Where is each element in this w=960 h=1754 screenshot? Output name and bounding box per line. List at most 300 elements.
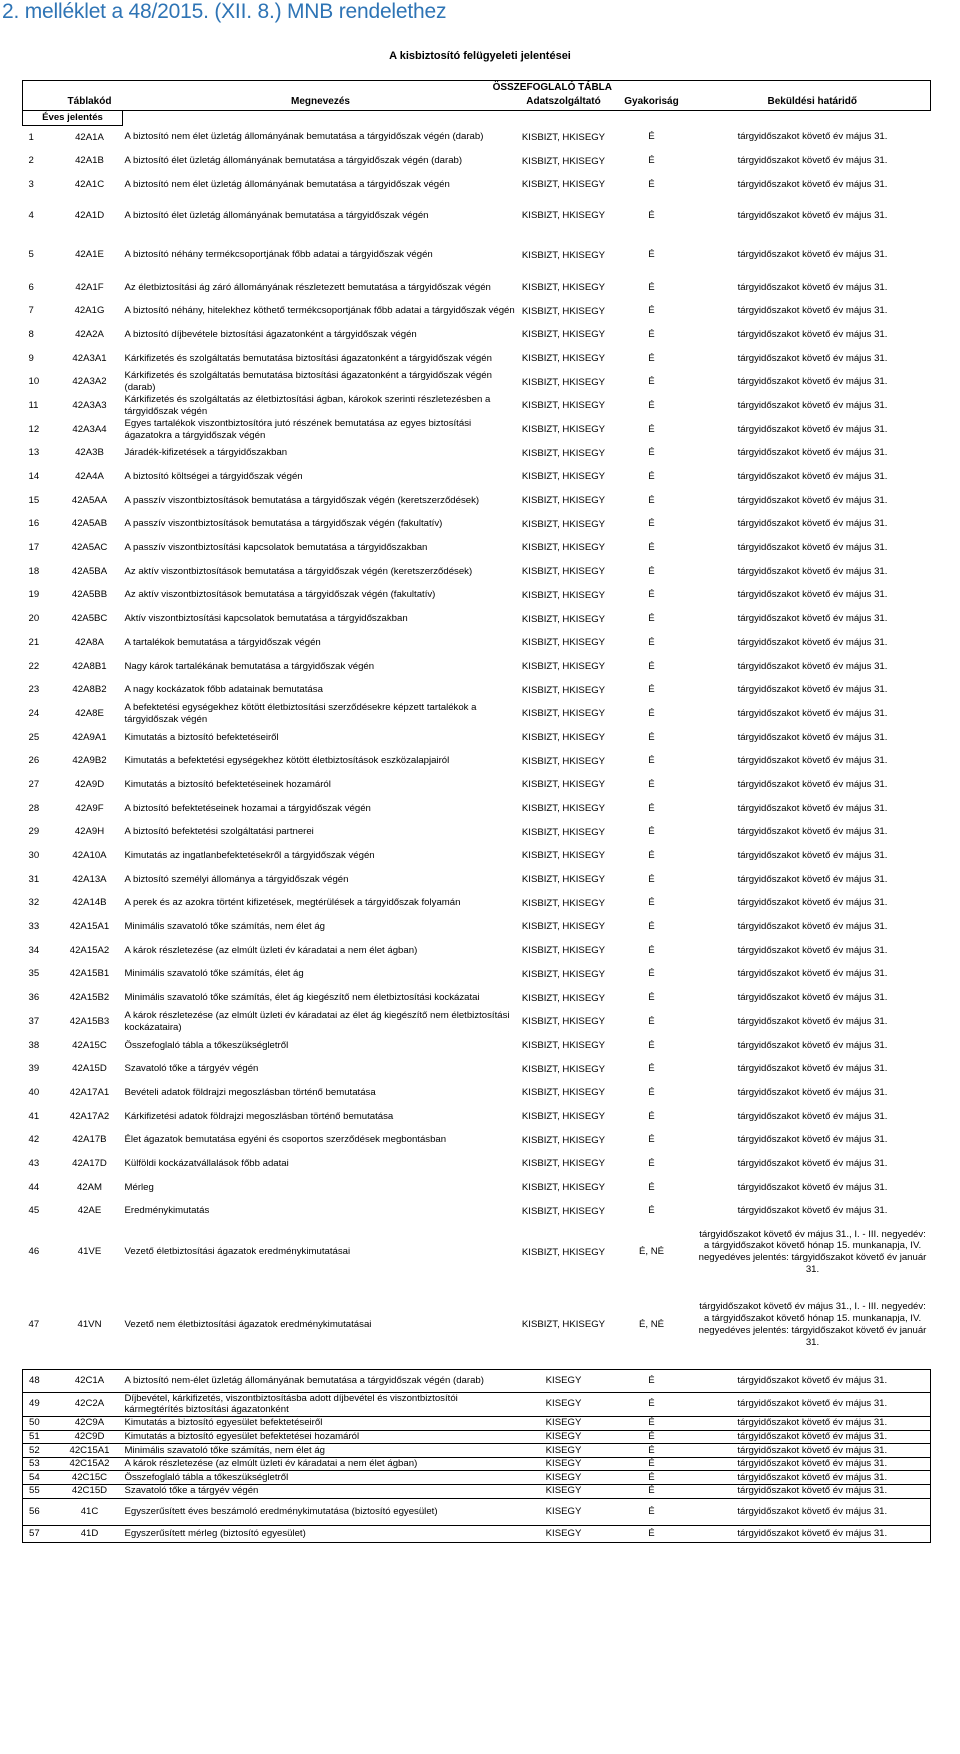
row-number: 39 bbox=[28, 1063, 40, 1075]
row-number: 26 bbox=[28, 755, 40, 767]
table-row bbox=[23, 1457, 931, 1471]
row-deadline: tárgyidőszakot követő év május 31. bbox=[737, 565, 888, 577]
row-provider: KISBIZT, HKISEGY bbox=[521, 376, 606, 388]
row-provider: KISBIZT, HKISEGY bbox=[521, 826, 606, 838]
row-provider: KISEGY bbox=[545, 1471, 582, 1483]
row-name: Nagy károk tartalékának bemutatása a tárgyidőszak végén bbox=[124, 660, 375, 672]
row-frequency: É bbox=[648, 850, 655, 862]
table-code: 42A10A bbox=[72, 850, 107, 862]
table-row bbox=[23, 323, 931, 347]
table-code: 42A1F bbox=[75, 281, 104, 293]
row-provider: KISBIZT, HKISEGY bbox=[521, 897, 606, 909]
row-name: A biztosító díjbevétele biztosítási ágazatonként a tárgyidőszak végén bbox=[124, 328, 417, 340]
row-number: 5 bbox=[28, 249, 34, 261]
row-name: A biztosító nem élet üzletág állományának bemutatása a tárgyidőszak végén (darab) bbox=[124, 131, 484, 143]
row-name: A perek és az azokra történt kifizetések, megtérülések a tárgyidőszak folyamán bbox=[124, 897, 461, 909]
table-row bbox=[23, 891, 931, 915]
row-deadline: tárgyidőszakot követő év május 31., I. - III. negyedév: a tárgyidőszakot követő hónap 15. munkanapja, IV. negyedéves jelentés: tárgyidőszakot követő év január 31. bbox=[698, 1228, 927, 1275]
row-frequency: É bbox=[648, 731, 655, 743]
row-deadline: tárgyidőszakot követő év május 31. bbox=[695, 1392, 931, 1416]
table-code: 42A5BA bbox=[71, 565, 108, 577]
row-frequency: É bbox=[648, 1398, 655, 1410]
row-deadline: tárgyidőszakot követő év május 31. bbox=[737, 447, 888, 459]
col-header-provider: Adatszolgáltató bbox=[519, 95, 609, 111]
row-provider: KISBIZT, HKISEGY bbox=[521, 424, 606, 436]
table-code: 42A17A1 bbox=[69, 1086, 110, 1098]
row-deadline: tárgyidőszakot követő év május 31. bbox=[695, 1498, 931, 1525]
row-frequency: É bbox=[648, 542, 655, 554]
row-deadline: tárgyidőszakot követő év május 31. bbox=[737, 399, 888, 411]
row-deadline: tárgyidőszakot követő év május 31. bbox=[737, 826, 888, 838]
row-number: 49 bbox=[23, 1392, 57, 1416]
table-row bbox=[23, 749, 931, 773]
row-name: A károk részletezése (az elmúlt üzleti év káradatai az élet ág kiegészítő nem életbiztosítási kockázataira) bbox=[124, 1010, 510, 1033]
table-row bbox=[23, 1369, 931, 1392]
table-code: 42A9D bbox=[74, 778, 105, 790]
row-frequency: É bbox=[648, 707, 655, 719]
row-name: Kárkifizetési adatok földrajzi megoszlásban történő bemutatása bbox=[124, 1110, 394, 1122]
table-row bbox=[23, 126, 931, 150]
table-code: 42A15A1 bbox=[69, 921, 110, 933]
table-row bbox=[23, 1484, 931, 1498]
table-row bbox=[23, 197, 931, 235]
row-deadline: tárgyidőszakot követő év május 31. bbox=[737, 1134, 888, 1146]
table-row bbox=[23, 702, 931, 726]
row-deadline: tárgyidőszakot követő év május 31., I. - III. negyedév: a tárgyidőszakot követő hónap 15. munkanapja, IV. negyedéves jelentés: tárgyidőszakot követő év január 31. bbox=[698, 1301, 927, 1348]
table-row bbox=[23, 347, 931, 371]
row-provider: KISBIZT, HKISEGY bbox=[521, 637, 606, 649]
row-provider: KISEGY bbox=[545, 1398, 582, 1410]
table-row bbox=[23, 963, 931, 987]
row-name: Vezető életbiztosítási ágazatok eredménykimutatásai bbox=[124, 1246, 351, 1258]
table-code: 42C15D bbox=[71, 1485, 108, 1497]
row-frequency: É bbox=[648, 494, 655, 506]
table-row bbox=[23, 655, 931, 679]
table-row bbox=[23, 1498, 931, 1525]
row-name: Kárkifizetés és szolgáltatás az életbiztosítási ágban, károkok szerinti részletezésben a tárgyidőszak végén bbox=[124, 394, 491, 417]
table-row bbox=[23, 299, 931, 323]
row-deadline: tárgyidőszakot követő év május 31. bbox=[695, 1369, 931, 1392]
row-deadline: tárgyidőszakot követő év május 31. bbox=[737, 589, 888, 601]
row-number: 40 bbox=[28, 1086, 40, 1098]
table-code: 42A8A bbox=[75, 636, 104, 648]
table-row bbox=[23, 868, 931, 892]
row-frequency: É bbox=[648, 209, 655, 221]
table-code: 42A9F bbox=[75, 802, 104, 814]
page-heading: 2. melléklet a 48/2015. (XII. 8.) MNB rendelethez bbox=[2, 0, 447, 23]
row-provider: KISBIZT, HKISEGY bbox=[521, 1087, 606, 1099]
row-provider: KISBIZT, HKISEGY bbox=[521, 131, 606, 143]
table-code: 42C9A bbox=[74, 1417, 105, 1429]
row-deadline: tárgyidőszakot követő év május 31. bbox=[737, 1039, 888, 1051]
table-row bbox=[23, 1471, 931, 1485]
row-number: 12 bbox=[28, 423, 40, 435]
row-name: A passzív viszontbiztosítási kapcsolatok bemutatása a tárgyidőszakban bbox=[124, 542, 428, 554]
row-number: 42 bbox=[28, 1134, 40, 1146]
row-deadline: tárgyidőszakot követő év május 31. bbox=[695, 1525, 931, 1542]
row-frequency: É bbox=[648, 873, 655, 885]
report-table-body bbox=[23, 126, 931, 1543]
table-row bbox=[23, 584, 931, 608]
row-name: A passzív viszontbiztosítások bemutatása a tárgyidőszak végén (fakultatív) bbox=[124, 518, 443, 530]
row-name: A biztosító élet üzletág állományának bemutatása a tárgyidőszak végén bbox=[124, 209, 429, 221]
row-name: Vezető nem életbiztosítási ágazatok eredménykimutatásai bbox=[124, 1318, 372, 1330]
row-deadline: tárgyidőszakot követő év május 31. bbox=[737, 178, 888, 190]
row-name: Kimutatás az ingatlanbefektetésekről a tárgyidőszak végén bbox=[124, 850, 375, 862]
row-number: 18 bbox=[28, 565, 40, 577]
row-frequency: É bbox=[648, 636, 655, 648]
row-number: 21 bbox=[28, 636, 40, 648]
row-provider: KISEGY bbox=[545, 1431, 582, 1442]
row-number: 57 bbox=[23, 1525, 57, 1542]
table-code: 42A17A2 bbox=[69, 1110, 110, 1122]
table-code: 42A4A bbox=[75, 471, 104, 483]
row-deadline: tárgyidőszakot követő év május 31. bbox=[737, 921, 888, 933]
row-provider: KISBIZT, HKISEGY bbox=[521, 518, 606, 530]
row-frequency: É bbox=[648, 921, 655, 933]
row-deadline: tárgyidőszakot követő év május 31. bbox=[737, 660, 888, 672]
row-number: 16 bbox=[28, 518, 40, 530]
row-name: Díjbevétel, kárkifizetés, viszontbiztosításba adott díjbevétel és viszontbiztosítói kármegtérítés biztosítási ágazatonként bbox=[124, 1392, 458, 1416]
row-provider: KISEGY bbox=[545, 1527, 582, 1539]
table-code: 42A17D bbox=[72, 1157, 107, 1169]
row-deadline: tárgyidőszakot követő év május 31. bbox=[695, 1444, 931, 1458]
row-frequency: É bbox=[648, 684, 655, 696]
row-provider: KISBIZT, HKISEGY bbox=[521, 945, 606, 957]
table-row bbox=[23, 235, 931, 276]
row-number: 19 bbox=[28, 589, 40, 601]
row-frequency: É bbox=[648, 328, 655, 340]
row-provider: KISBIZT, HKISEGY bbox=[521, 850, 606, 862]
row-number: 15 bbox=[28, 494, 40, 506]
row-provider: KISBIZT, HKISEGY bbox=[521, 1205, 606, 1217]
table-code: 41C bbox=[80, 1505, 99, 1517]
row-provider: KISBIZT, HKISEGY bbox=[521, 613, 606, 625]
row-provider: KISEGY bbox=[545, 1458, 582, 1470]
row-frequency: É bbox=[648, 1444, 655, 1456]
row-number: 24 bbox=[28, 707, 40, 719]
table-code: 42C9D bbox=[74, 1431, 105, 1442]
row-number: 36 bbox=[28, 992, 40, 1004]
row-number: 29 bbox=[28, 826, 40, 838]
row-name: Mérleg bbox=[124, 1181, 154, 1193]
row-deadline: tárgyidőszakot követő év május 31. bbox=[695, 1457, 931, 1471]
row-provider: KISBIZT, HKISEGY bbox=[521, 992, 606, 1004]
row-name: A befektetési egységekhez kötött életbiztosítási szerződésekre képzett tartalékok a tárgyidőszak végén bbox=[124, 702, 477, 725]
table-code: 42A5AB bbox=[71, 518, 108, 530]
row-name: Minimális szavatoló tőke számítás, élet ág bbox=[124, 968, 304, 980]
table-code: 42A15A2 bbox=[69, 944, 110, 956]
table-row bbox=[23, 1152, 931, 1176]
row-provider: KISBIZT, HKISEGY bbox=[521, 249, 606, 261]
table-row bbox=[23, 631, 931, 655]
row-number: 6 bbox=[28, 281, 34, 293]
row-frequency: É bbox=[648, 1431, 655, 1442]
row-name: Kimutatás a biztosító egyesület befektetéseiről bbox=[124, 1417, 323, 1429]
row-frequency: É bbox=[648, 968, 655, 980]
row-provider: KISBIZT, HKISEGY bbox=[521, 755, 606, 767]
table-row bbox=[23, 1057, 931, 1081]
row-frequency: É bbox=[648, 992, 655, 1004]
row-deadline: tárgyidőszakot követő év május 31. bbox=[737, 873, 888, 885]
row-frequency: É bbox=[648, 897, 655, 909]
row-provider: KISBIZT, HKISEGY bbox=[521, 1110, 606, 1122]
row-name: Kimutatás a biztosító befektetéseiről bbox=[124, 731, 279, 743]
table-code: 42A5AC bbox=[71, 542, 108, 554]
table-code: 41VN bbox=[77, 1318, 102, 1330]
row-number: 25 bbox=[28, 731, 40, 743]
row-frequency: É bbox=[648, 471, 655, 483]
row-provider: KISBIZT, HKISEGY bbox=[521, 684, 606, 696]
row-frequency: É bbox=[648, 1157, 655, 1169]
table-code: 42AM bbox=[76, 1181, 103, 1193]
row-number: 34 bbox=[28, 944, 40, 956]
row-deadline: tárgyidőszakot követő év május 31. bbox=[737, 1181, 888, 1193]
table-row bbox=[23, 536, 931, 560]
col-header-deadline: Beküldési határidő bbox=[695, 95, 931, 111]
row-provider: KISBIZT, HKISEGY bbox=[521, 1039, 606, 1051]
row-number: 11 bbox=[28, 399, 39, 411]
row-name: Egyszerűsített mérleg (biztosító egyesület) bbox=[124, 1527, 306, 1539]
table-row bbox=[23, 1444, 931, 1458]
row-provider: KISEGY bbox=[545, 1374, 582, 1386]
table-row bbox=[23, 418, 931, 442]
row-number: 22 bbox=[28, 660, 40, 672]
table-code: 42A3A3 bbox=[72, 399, 107, 411]
table-code: 42A15C bbox=[72, 1039, 107, 1051]
row-name: A biztosító költségei a tárgyidőszak végén bbox=[124, 471, 303, 483]
row-deadline: tárgyidőszakot követő év május 31. bbox=[737, 613, 888, 625]
row-provider: KISBIZT, HKISEGY bbox=[521, 179, 606, 191]
row-number: 54 bbox=[23, 1471, 57, 1485]
table-row bbox=[23, 915, 931, 939]
row-frequency: É bbox=[648, 249, 655, 261]
row-frequency: É bbox=[648, 1471, 655, 1483]
table-code: 42AE bbox=[77, 1205, 102, 1217]
table-code: 42A1G bbox=[74, 305, 105, 317]
row-provider: KISBIZT, HKISEGY bbox=[521, 210, 606, 222]
row-provider: KISBIZT, HKISEGY bbox=[521, 471, 606, 483]
row-name: Az életbiztosítási ág záró állományának részletezett bemutatása a tárgyidőszak végén bbox=[124, 281, 491, 293]
row-frequency: É bbox=[648, 1063, 655, 1075]
row-provider: KISBIZT, HKISEGY bbox=[521, 660, 606, 672]
row-frequency: É bbox=[648, 131, 655, 143]
row-number: 46 bbox=[28, 1246, 40, 1258]
row-deadline: tárgyidőszakot követő év május 31. bbox=[737, 636, 888, 648]
table-code: 42A15B1 bbox=[69, 968, 110, 980]
row-name: A biztosító befektetéseinek hozamai a tárgyidőszak végén bbox=[124, 802, 371, 814]
row-deadline: tárgyidőszakot követő év május 31. bbox=[737, 850, 888, 862]
row-number: 31 bbox=[28, 873, 40, 885]
table-row bbox=[23, 1128, 931, 1152]
table-row bbox=[23, 939, 931, 963]
row-number: 55 bbox=[23, 1484, 57, 1498]
row-deadline: tárgyidőszakot követő év május 31. bbox=[737, 471, 888, 483]
row-name: Minimális szavatoló tőke számítás, nem élet ág bbox=[124, 921, 325, 933]
row-frequency: É bbox=[648, 305, 655, 317]
row-provider: KISBIZT, HKISEGY bbox=[521, 281, 606, 293]
row-deadline: tárgyidőszakot követő év május 31. bbox=[737, 249, 888, 261]
table-row bbox=[23, 173, 931, 197]
row-number: 50 bbox=[23, 1416, 57, 1430]
row-frequency: É bbox=[648, 281, 655, 293]
table-code: 42A14B bbox=[72, 897, 107, 909]
table-row bbox=[23, 1176, 931, 1200]
row-number: 51 bbox=[23, 1430, 57, 1444]
row-deadline: tárgyidőszakot követő év május 31. bbox=[737, 707, 888, 719]
row-frequency: É bbox=[648, 1134, 655, 1146]
row-provider: KISBIZT, HKISEGY bbox=[521, 1134, 606, 1146]
row-name: Minimális szavatoló tőke számítás, élet ág kiegészítő nem életbiztosítási kockázatai bbox=[124, 992, 480, 1004]
row-name: A károk részletezése (az elmúlt üzleti év káradatai a nem élet ágban) bbox=[124, 944, 418, 956]
row-provider: KISBIZT, HKISEGY bbox=[521, 495, 606, 507]
row-provider: KISBIZT, HKISEGY bbox=[521, 155, 606, 167]
row-deadline: tárgyidőszakot követő év május 31. bbox=[737, 897, 888, 909]
row-number: 38 bbox=[28, 1039, 40, 1051]
row-deadline: tárgyidőszakot követő év május 31. bbox=[737, 1086, 888, 1098]
row-name: Egyszerűsített éves beszámoló eredménykimutatása (biztosító egyesület) bbox=[124, 1505, 438, 1517]
document-subtitle: A kisbiztosító felügyeleti jelentései bbox=[389, 50, 571, 62]
table-code: 42A9A1 bbox=[72, 731, 107, 743]
row-name: A biztosító élet üzletág állományának bemutatása a tárgyidőszak végén (darab) bbox=[124, 155, 463, 167]
row-frequency: É bbox=[648, 178, 655, 190]
row-number: 3 bbox=[28, 178, 34, 190]
row-provider: KISBIZT, HKISEGY bbox=[521, 1246, 606, 1258]
row-name: Minimális szavatoló tőke számítás, nem élet ág bbox=[124, 1444, 325, 1456]
row-deadline: tárgyidőszakot követő év május 31. bbox=[737, 1015, 888, 1027]
table-row bbox=[23, 276, 931, 300]
row-frequency: É bbox=[648, 1374, 655, 1386]
row-provider: KISBIZT, HKISEGY bbox=[521, 447, 606, 459]
table-row bbox=[23, 1010, 931, 1034]
table-code: 41VE bbox=[77, 1246, 102, 1258]
row-name: A károk részletezése (az elmúlt üzleti év káradatai a nem élet ágban) bbox=[124, 1458, 418, 1470]
row-provider: KISBIZT, HKISEGY bbox=[521, 305, 606, 317]
table-row bbox=[23, 1416, 931, 1430]
row-provider: KISBIZT, HKISEGY bbox=[521, 329, 606, 341]
table-row bbox=[23, 512, 931, 536]
row-deadline: tárgyidőszakot követő év május 31. bbox=[695, 1416, 931, 1430]
row-deadline: tárgyidőszakot követő év május 31. bbox=[737, 328, 888, 340]
table-code: 42A15B3 bbox=[69, 1015, 110, 1027]
row-deadline: tárgyidőszakot követő év május 31. bbox=[737, 684, 888, 696]
row-deadline: tárgyidőszakot követő év május 31. bbox=[737, 423, 888, 435]
row-number: 9 bbox=[28, 352, 34, 364]
table-row bbox=[23, 678, 931, 702]
table-code: 42A8B1 bbox=[72, 660, 107, 672]
row-frequency: É bbox=[648, 802, 655, 814]
row-frequency: É, NÉ bbox=[638, 1318, 665, 1330]
table-code: 42C15C bbox=[71, 1471, 108, 1483]
table-code: 42A1B bbox=[75, 155, 104, 167]
table-row bbox=[23, 844, 931, 868]
row-provider: KISBIZT, HKISEGY bbox=[521, 1319, 606, 1331]
row-frequency: É bbox=[648, 447, 655, 459]
table-row bbox=[23, 797, 931, 821]
row-name: Kárkifizetés és szolgáltatás bemutatása biztosítási ágazatonként a tárgyidőszak végén bbox=[124, 352, 492, 364]
row-frequency: É bbox=[648, 1039, 655, 1051]
row-number: 7 bbox=[28, 305, 34, 317]
row-deadline: tárgyidőszakot követő év május 31. bbox=[737, 155, 888, 167]
row-number: 2 bbox=[28, 155, 34, 167]
row-number: 1 bbox=[28, 131, 34, 143]
row-name: Szavatoló tőke a tárgyév végén bbox=[124, 1063, 259, 1075]
summary-table-title: ÖSSZEFOGLALÓ TÁBLA bbox=[23, 81, 931, 96]
table-code: 42A1C bbox=[74, 178, 105, 190]
table-code: 42A15D bbox=[72, 1063, 107, 1075]
row-number: 45 bbox=[28, 1205, 40, 1217]
row-deadline: tárgyidőszakot követő év május 31. bbox=[695, 1471, 931, 1485]
row-frequency: É bbox=[648, 1015, 655, 1027]
table-row bbox=[23, 441, 931, 465]
row-provider: KISBIZT, HKISEGY bbox=[521, 731, 606, 743]
row-name: Élet ágazatok bemutatása egyéni és csoportos szerződések megbontásban bbox=[124, 1134, 447, 1146]
table-code: 42C15A1 bbox=[69, 1444, 110, 1456]
row-frequency: É bbox=[648, 518, 655, 530]
row-number: 17 bbox=[28, 542, 40, 554]
col-header-frequency: Gyakoriság bbox=[609, 95, 695, 111]
row-name: Kimutatás a befektetési egységekhez kötött életbiztosítások eszközalapjairól bbox=[124, 755, 450, 767]
row-name: Az aktív viszontbiztosítások bemutatása a tárgyidőszak végén (keretszerződések) bbox=[124, 565, 473, 577]
annual-report-label: Éves jelentés bbox=[23, 111, 123, 126]
table-row bbox=[23, 820, 931, 844]
row-number: 30 bbox=[28, 850, 40, 862]
row-name: Külföldi kockázatvállalások főbb adatai bbox=[124, 1157, 289, 1169]
table-row bbox=[23, 1223, 931, 1281]
row-frequency: É bbox=[648, 399, 655, 411]
row-deadline: tárgyidőszakot követő év május 31. bbox=[695, 1484, 931, 1498]
row-provider: KISBIZT, HKISEGY bbox=[521, 589, 606, 601]
table-row bbox=[23, 726, 931, 750]
row-name: Kimutatás a biztosító egyesület befektetései hozamáról bbox=[124, 1431, 360, 1442]
row-frequency: É bbox=[648, 660, 655, 672]
col-header-code: Táblakód bbox=[57, 95, 123, 111]
table-code: 42A15B2 bbox=[69, 992, 110, 1004]
row-provider: KISEGY bbox=[545, 1417, 582, 1429]
table-row bbox=[23, 607, 931, 631]
table-code: 42C1A bbox=[74, 1374, 105, 1386]
table-code: 42A9H bbox=[74, 826, 105, 838]
row-deadline: tárgyidőszakot követő év május 31. bbox=[737, 1205, 888, 1217]
row-frequency: É bbox=[648, 1417, 655, 1429]
row-number: 43 bbox=[28, 1157, 40, 1169]
row-frequency: É bbox=[648, 944, 655, 956]
row-name: Szavatoló tőke a tárgyév végén bbox=[124, 1485, 259, 1497]
row-provider: KISBIZT, HKISEGY bbox=[521, 921, 606, 933]
row-deadline: tárgyidőszakot követő év május 31. bbox=[737, 131, 888, 143]
row-deadline: tárgyidőszakot követő év május 31. bbox=[737, 731, 888, 743]
row-frequency: É bbox=[648, 1505, 655, 1517]
row-name: Az aktív viszontbiztosítások bemutatása a tárgyidőszak végén (fakultatív) bbox=[124, 589, 436, 601]
table-code: 41D bbox=[80, 1527, 99, 1539]
row-name: A biztosító személyi állománya a tárgyidőszak végén bbox=[124, 873, 349, 885]
row-number: 32 bbox=[28, 897, 40, 909]
row-deadline: tárgyidőszakot követő év május 31. bbox=[737, 376, 888, 388]
table-row bbox=[23, 1392, 931, 1416]
row-name: Aktív viszontbiztosítási kapcsolatok bemutatása a tárgyidőszakban bbox=[124, 613, 408, 625]
row-frequency: É bbox=[648, 1527, 655, 1539]
table-code: 42A3B bbox=[75, 447, 104, 459]
row-deadline: tárgyidőszakot követő év május 31. bbox=[695, 1430, 931, 1444]
row-frequency: É, NÉ bbox=[638, 1246, 665, 1258]
table-code: 42A1E bbox=[75, 249, 104, 261]
row-provider: KISEGY bbox=[545, 1485, 582, 1497]
row-name: A nagy kockázatok főbb adatainak bemutatása bbox=[124, 684, 323, 696]
row-frequency: É bbox=[648, 1485, 655, 1497]
row-name: Kárkifizetés és szolgáltatás bemutatása biztosítási ágazatonként a tárgyidőszak végén (darab) bbox=[124, 370, 492, 394]
table-code: 42A1D bbox=[74, 209, 105, 221]
row-provider: KISBIZT, HKISEGY bbox=[521, 542, 606, 554]
